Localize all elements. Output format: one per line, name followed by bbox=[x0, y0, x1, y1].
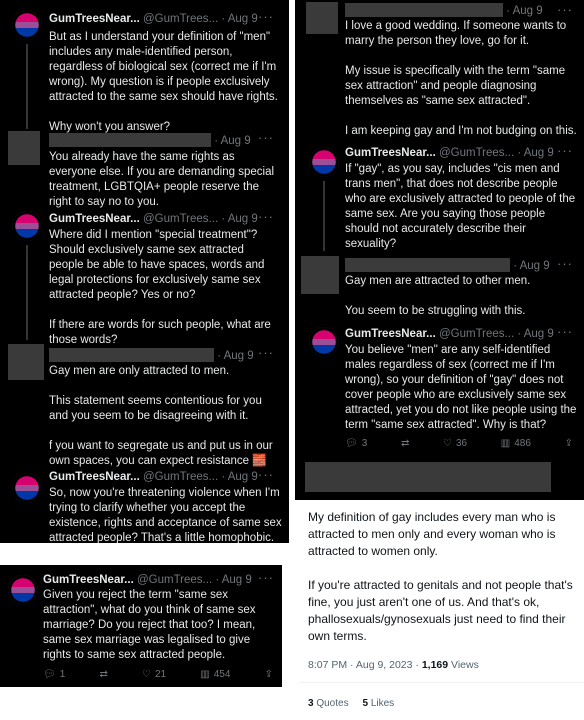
like-icon: ♡ bbox=[142, 669, 151, 680]
user-avatar[interactable] bbox=[12, 211, 42, 241]
user-name[interactable]: GumTreesNear... bbox=[49, 213, 140, 225]
redacted-avatar bbox=[8, 344, 44, 380]
tweet-actions bbox=[43, 669, 273, 680]
user-avatar[interactable] bbox=[309, 327, 339, 357]
tweet-time[interactable]: · Aug 9 bbox=[221, 13, 258, 25]
thread-line bbox=[26, 245, 28, 340]
left-thread-panel bbox=[0, 0, 289, 543]
tweet-time[interactable]: · Aug 9 bbox=[217, 350, 254, 362]
like-icon: ♡ bbox=[443, 438, 452, 449]
tweet-time[interactable]: · Aug 9 bbox=[221, 213, 258, 225]
user-avatar[interactable] bbox=[309, 147, 339, 177]
views-button[interactable]: ▥ 486 bbox=[500, 438, 531, 449]
more-dots-icon[interactable]: ··· bbox=[557, 256, 573, 271]
more-dots-icon[interactable]: ··· bbox=[258, 345, 274, 360]
thread-line bbox=[26, 44, 28, 129]
redacted-name bbox=[345, 258, 510, 272]
redacted-name bbox=[49, 348, 214, 362]
views-count: 1,169 bbox=[421, 659, 449, 671]
engagement-stats bbox=[308, 698, 394, 709]
redacted-name bbox=[345, 3, 503, 17]
more-dots-icon[interactable]: ··· bbox=[557, 2, 573, 17]
like-button[interactable]: ♡ 36 bbox=[443, 438, 468, 449]
tweet-text: Where did I mention "special treatment"? Should exclusively same sex attracted people be able to have spaces, words and legal protections for exclusively same sex attracted people? Yes or no? If there are words for such people, what are those words? bbox=[49, 229, 271, 346]
tweet-text: But as I understand your definition of "men" includes any male-identified person, regardless of biological sex (correct me if I'm wrong). My question is if people exclusively attracted to the same sex should have rights. Why won't you answer? bbox=[49, 31, 278, 133]
user-handle[interactable]: @GumTrees... bbox=[438, 147, 515, 159]
divider bbox=[299, 682, 584, 683]
tweet-time[interactable]: · Aug 9 bbox=[506, 5, 543, 17]
more-dots-icon[interactable]: ··· bbox=[557, 143, 573, 158]
views-button[interactable]: ▥ 454 bbox=[200, 669, 231, 680]
tweet-text: I love a good wedding. If someone wants to marry the person they love, go for it. My issue is specifically with the term "same sex attraction" and people diagnosing themselves as "same sex attracted". I am keeping gay and I'm not budging on this. bbox=[345, 20, 577, 137]
user-handle[interactable]: @GumTrees... bbox=[136, 574, 213, 586]
redacted-header-bar bbox=[305, 462, 551, 492]
tweet-time[interactable]: · Aug 9 bbox=[215, 574, 252, 586]
views-icon: ▥ bbox=[200, 669, 210, 680]
retweet-button[interactable] bbox=[99, 669, 107, 680]
user-name[interactable]: GumTreesNear... bbox=[43, 574, 134, 586]
user-name[interactable]: GumTreesNear... bbox=[345, 328, 436, 340]
tweet-header bbox=[49, 348, 254, 363]
share-icon: ⇪ bbox=[264, 669, 273, 680]
tweet-header bbox=[43, 573, 252, 587]
tweet-time[interactable]: · Aug 9 bbox=[513, 260, 550, 272]
user-avatar[interactable] bbox=[12, 10, 42, 40]
more-dots-icon[interactable]: ··· bbox=[258, 9, 274, 24]
redacted-avatar bbox=[301, 256, 339, 294]
reply-button[interactable]: 💬︎ 3 bbox=[345, 438, 368, 449]
retweet-icon: ⇄ bbox=[99, 669, 108, 680]
more-dots-icon[interactable]: ··· bbox=[258, 570, 274, 585]
tweet-time[interactable]: · Aug 9 bbox=[214, 135, 251, 147]
retweet-icon: ⇄ bbox=[400, 438, 410, 449]
tweet-text: Gay men are attracted to other men. You seem to be struggling with this. bbox=[345, 275, 531, 317]
user-name[interactable]: GumTreesNear... bbox=[49, 13, 140, 25]
user-name[interactable]: GumTreesNear... bbox=[49, 471, 140, 483]
tweet-header bbox=[345, 327, 554, 341]
tweet-header bbox=[49, 133, 251, 148]
tweet-header bbox=[345, 258, 550, 273]
views-icon: ▥ bbox=[500, 438, 511, 449]
tweet-actions bbox=[345, 438, 573, 449]
share-button[interactable] bbox=[265, 669, 273, 680]
tweet-text: You already have the same rights as everyone else. If you are demanding special treatment, LGBTQIA+ people reserve the right to say no to you. bbox=[49, 151, 278, 208]
tweet-header bbox=[49, 212, 258, 226]
right-thread-panel bbox=[295, 0, 584, 500]
redacted-avatar bbox=[306, 2, 338, 34]
more-dots-icon[interactable]: ··· bbox=[557, 324, 573, 339]
reply-icon: 💬︎ bbox=[345, 438, 358, 449]
share-button[interactable] bbox=[565, 438, 573, 449]
user-handle[interactable]: @GumTrees... bbox=[142, 13, 219, 25]
tweet-header bbox=[49, 470, 258, 484]
tweet-text: So, now you're threatening violence when I'm trying to clarify whether you accept the existence, rights and acceptance of same sex attracted people? That's a little homophobic. bbox=[49, 487, 285, 543]
tweet-timestamp: 8:07 PM · Aug 9, 2023 · 1,169 Views bbox=[308, 659, 479, 671]
main-tweet-panel bbox=[299, 500, 584, 720]
thread-line bbox=[323, 181, 325, 251]
more-dots-icon[interactable]: ··· bbox=[258, 467, 274, 482]
more-dots-icon[interactable]: ··· bbox=[258, 130, 274, 145]
tweet-text: You believe "men" are any self-identified males regardless of sex (correct me if I'm wrong), so your definition of "gay" does not cover people who are exclusively same sex attracted, yet you do not like people using the term "same sex attracted". Why is that? bbox=[345, 344, 580, 431]
tweet-text: Given you reject the term "same sex attraction", what do you think of same sex marriage? Do you reject that too? I mean, same sex marriage was legalised to give rights to same sex attracted people. bbox=[43, 589, 259, 661]
main-tweet-text: My definition of gay includes every man who is attracted to men only and every woman who is attracted to women only. If you're attracted to genitals and not people that's fine, you just aren't one of us. And that's ok, phallosexuals/gynosexuals just need to find their own terms. bbox=[308, 510, 573, 643]
user-name[interactable]: GumTreesNear... bbox=[345, 147, 436, 159]
tweet-time[interactable]: · Aug 9 bbox=[517, 147, 554, 159]
user-avatar[interactable] bbox=[8, 575, 38, 605]
user-handle[interactable]: @GumTrees... bbox=[142, 213, 219, 225]
share-icon: ⇪ bbox=[564, 438, 573, 449]
user-handle[interactable]: @GumTrees... bbox=[438, 328, 515, 340]
user-avatar[interactable] bbox=[12, 473, 42, 503]
user-handle[interactable]: @GumTrees... bbox=[142, 471, 219, 483]
quotes-link[interactable]: 3 Quotes bbox=[308, 698, 349, 709]
bottom-left-tweet-panel bbox=[0, 565, 282, 687]
reply-icon: 💬︎ bbox=[43, 669, 56, 680]
likes-link[interactable]: 5 Likes bbox=[362, 698, 395, 709]
more-dots-icon[interactable]: ··· bbox=[258, 209, 274, 224]
tweet-text: Gay men are only attracted to men. This statement seems contentious for you and you seem to be disagreeing with it. f you want to segregate us and put us in our own spaces, you can expect resistance 🧱 bbox=[49, 365, 273, 467]
tweet-header bbox=[345, 3, 543, 18]
tweet-time[interactable]: · Aug 9 bbox=[517, 328, 554, 340]
tweet-text: If "gay", as you say, includes "cis men and trans men", that does not describe people who are exclusively attracted to people of the same sex. Are you saying those people should not accurately describe their sexuality? bbox=[345, 163, 579, 250]
reply-button[interactable]: 💬︎ 1 bbox=[43, 669, 66, 680]
tweet-header bbox=[345, 146, 554, 160]
redacted-name bbox=[49, 133, 211, 147]
redacted-avatar bbox=[8, 131, 40, 165]
retweet-button[interactable] bbox=[401, 438, 409, 449]
like-button[interactable]: ♡ 21 bbox=[142, 669, 167, 680]
tweet-header bbox=[49, 12, 258, 26]
tweet-time[interactable]: · Aug 9 bbox=[221, 471, 258, 483]
